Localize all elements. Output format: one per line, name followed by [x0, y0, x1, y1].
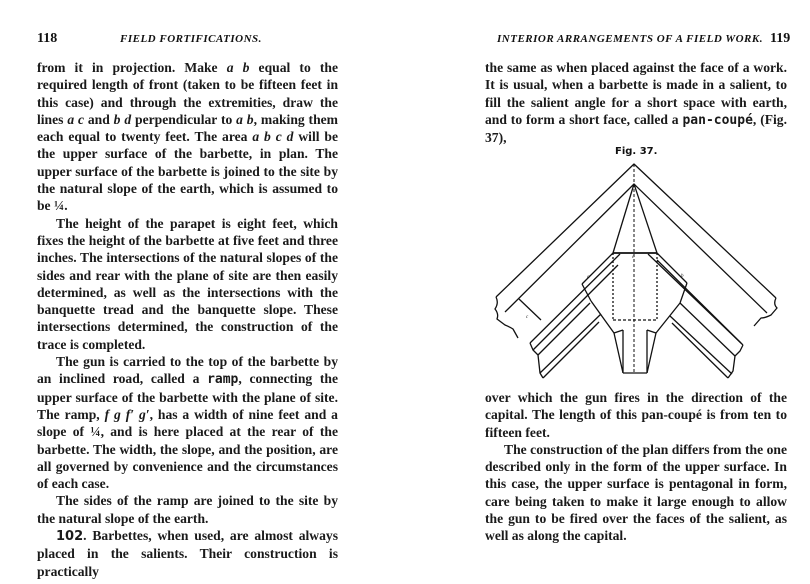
math-ab: a b: [226, 60, 250, 75]
svg-text:c: c: [632, 255, 635, 260]
text-run: , making them each equal to twenty feet. The area: [37, 111, 338, 145]
running-head-title-right: INTERIOR ARRANGEMENTS OF A FIELD WORK.: [497, 33, 763, 45]
running-head-right: [497, 31, 797, 49]
paragraph: The height of the parapet is eight feet, which fixes the height of the barbette at five feet and three inches. The intersections of the natural slopes of the sides and rear with the plane of site are then easily determined, as well as the intersections with the banquette tread and the banquette slope. These intersections determined, the construction of the trace is completed.: [37, 215, 338, 352]
paragraph: The construction of the plan differs from the one described only in the form of the upper surface. In this case, the upper surface is pentagonal in form, care being taken to make it large enough to allow the gun to be fired over the faces of the salient, as well as along the capital.: [485, 441, 787, 544]
math-bd: b d: [113, 111, 132, 127]
paragraph: [485, 59, 787, 146]
text-run: perpendicular to: [131, 111, 237, 127]
figure-37-pan-coupe-diagram: [490, 160, 790, 380]
svg-text:b: b: [681, 274, 684, 279]
term-ramp: ramp: [207, 372, 239, 388]
running-head-title-left: FIELD FORTIFICATIONS.: [120, 33, 262, 45]
text-run: , and is here placed at the rear of the barbette. The width, the slope, and the position, are all governed by convenience and the circumstances of each case.: [37, 424, 338, 492]
page-number-right: 119: [770, 31, 791, 46]
fraction: ¼: [54, 198, 65, 214]
running-head-left: [37, 31, 337, 49]
figure-caption: Fig. 37.: [615, 146, 658, 157]
math-fgfg: f g f′ g′: [104, 406, 150, 422]
page-number-left: 118: [37, 31, 58, 46]
paragraph: [37, 59, 338, 215]
text-run: , has a width of nine feet and a slope of: [37, 406, 338, 440]
section-number: 102: [56, 529, 84, 545]
paragraph: The sides of the ramp are joined to the site by the natural slope of the earth.: [37, 493, 338, 526]
right-page-body-bottom: [485, 389, 787, 545]
left-page: [0, 0, 400, 584]
paragraph: [37, 353, 338, 492]
text-run: , (Fig. 37),: [485, 111, 787, 146]
text-run: equal to the required length of front (taken to be fifteen feet in this case) and through the extremities, draw the lines: [37, 60, 338, 127]
math-ab: a b: [236, 111, 254, 127]
text-run: from it in projection. Make: [37, 60, 227, 75]
text-run: The gun is carried to the top of the barbette by an inclined road, called a: [37, 354, 338, 387]
text-run: and: [84, 111, 114, 127]
math-ac: a c: [67, 111, 85, 127]
text-run: , connecting the upper surface of the barbette with the plane of site. The ramp,: [37, 371, 338, 422]
term-pan-coupe: pan-coupé: [682, 112, 753, 128]
paragraph: over which the gun fires in the direction of the capital. The length of this pan-coupé is from ten to fifteen feet.: [485, 390, 787, 440]
text-run: . Barbettes, when used, are almost always placed in the salients. Their construction is practically: [37, 528, 338, 579]
text-run: .: [64, 198, 68, 214]
left-page-body: [37, 59, 338, 580]
svg-text:a: a: [587, 275, 590, 280]
svg-text:c: c: [526, 315, 529, 320]
right-page-body-top: [485, 59, 787, 146]
text-run: the same as when placed against the face of a work. It is usual, when a barbette is made in a salient, to fill the salient angle for a short space with earth, and to form a short face, called a: [485, 60, 787, 127]
text-run: will be the upper surface of the barbette, in plan. The upper surface of the barbette is joined to the site by the natural slope of the earth, which is assumed to be: [37, 129, 338, 214]
fraction: ¼: [90, 424, 101, 440]
math-abcd: a b c d: [252, 129, 294, 145]
paragraph: [37, 527, 338, 580]
